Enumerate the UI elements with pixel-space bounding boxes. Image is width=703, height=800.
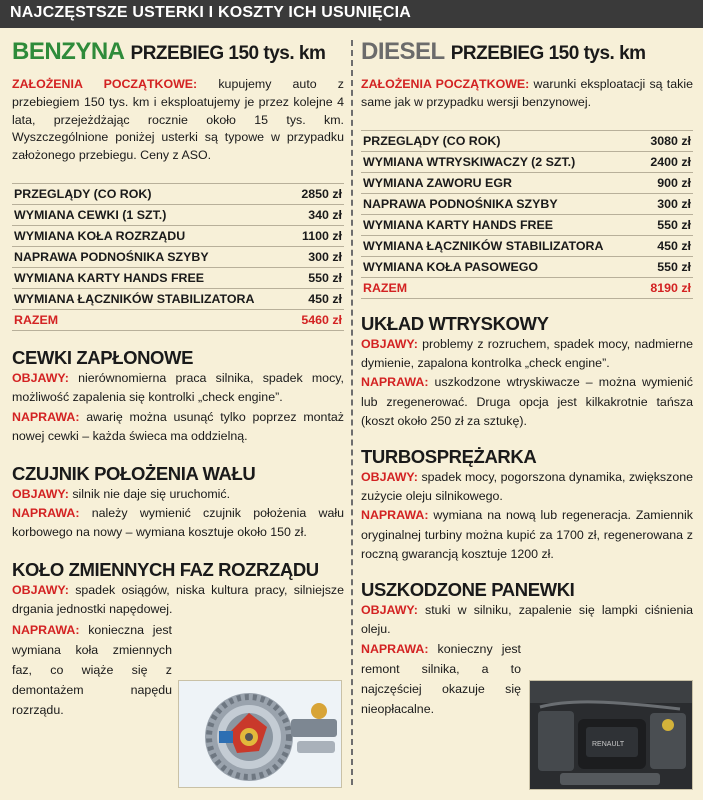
diesel-intro <box>361 76 693 112</box>
cost-price: 340 zł <box>293 204 344 225</box>
total-row <box>361 277 693 298</box>
table-row <box>12 246 344 267</box>
table-row <box>361 193 693 214</box>
table-row <box>12 225 344 246</box>
symptoms-text: problemy z rozruchem, spadek mocy, nadmierne dymienie, zapalona kontrolka „check engine”. <box>361 336 694 370</box>
repair-text: awarię można usunąć tylko poprzez montaż nowej cewki – każda świeca ma oddzielną. <box>12 409 344 444</box>
total-label: RAZEM <box>361 277 642 298</box>
cost-price: 450 zł <box>293 288 344 309</box>
petrol-section-crank-sensor <box>12 463 344 543</box>
repair-label: NAPRAWA: <box>361 642 429 657</box>
table-row <box>12 267 344 288</box>
cost-price: 450 zł <box>642 235 693 256</box>
total-price: 5460 zł <box>293 309 344 330</box>
repair-text: konieczny jest remont silnika, a to najczęściej okazuje się nieopłacalne. <box>361 642 521 717</box>
repair-text: uszkodzone wtryskiwacze – można wymienić lub zregenerować. Druga opcja jest kilkakrotnie tańsza (koszt około 250 zł za sztukę). <box>361 375 693 429</box>
cost-item: WYMIANA KARTY HANDS FREE <box>361 214 642 235</box>
section-symptoms <box>361 601 693 640</box>
total-price: 8190 zł <box>642 277 693 298</box>
section-title: CEWKI ZAPŁONOWE <box>12 346 194 368</box>
cost-item: WYMIANA WTRYSKIWACZY (2 SZT.) <box>361 151 642 172</box>
repair-label: NAPRAWA: <box>361 375 429 390</box>
section-repair <box>361 373 693 431</box>
diesel-cost-table <box>361 130 693 299</box>
cost-price: 2850 zł <box>293 183 344 204</box>
symptoms-text: spadek osiągów, niska kultura pracy, silniejsze drgania jednostki napędowej. <box>12 582 345 617</box>
engine-badge: RENAULT <box>592 741 625 748</box>
symptoms-text: nierównomierna praca silnika, spadek mocy, możliwość zapalenia się kontrolki „check engine”. <box>12 370 344 405</box>
cost-price: 550 zł <box>293 267 344 288</box>
cost-item: NAPRAWA PODNOŚNIKA SZYBY <box>12 246 293 267</box>
cost-item: WYMIANA CEWKI (1 SZT.) <box>12 204 293 225</box>
petrol-intro-label: ZAŁOŻENIA POCZĄTKOWE: <box>12 77 198 91</box>
section-title: KOŁO ZMIENNYCH FAZ ROZRZĄDU <box>12 558 319 580</box>
section-symptoms <box>361 468 693 507</box>
diesel-column <box>361 38 693 719</box>
diesel-heading <box>361 38 693 66</box>
section-repair <box>361 506 693 564</box>
section-symptoms <box>12 581 344 620</box>
section-title: UKŁAD WTRYSKOWY <box>361 312 549 334</box>
petrol-column <box>12 38 344 720</box>
cost-price: 550 zł <box>642 256 693 277</box>
variable-timing-gear-icon <box>178 680 342 788</box>
section-title: CZUJNIK POŁOŻENIA WAŁU <box>12 462 256 484</box>
repair-text: należy wymienić czujnik położenia wału korbowego na nowy – wymiana kosztuje około 150 zł. <box>12 506 344 540</box>
diesel-fuel-label: DIESEL <box>361 38 445 65</box>
symptoms-text: spadek mocy, pogorszona dynamika, zwiększone zużycie oleju silnikowego. <box>361 469 693 504</box>
table-row <box>361 151 693 172</box>
cost-item: WYMIANA ŁĄCZNIKÓW STABILIZATORA <box>361 235 642 256</box>
total-label: RAZEM <box>12 309 293 330</box>
table-row <box>12 288 344 309</box>
banner <box>0 0 703 28</box>
symptoms-label: OBJAWY: <box>12 486 69 501</box>
table-row <box>12 204 344 225</box>
table-row <box>361 172 693 193</box>
petrol-mileage: PRZEBIEG 150 tys. km <box>130 43 326 64</box>
section-repair <box>12 620 172 720</box>
petrol-cost-table <box>12 183 344 331</box>
cost-item: WYMIANA ZAWORU EGR <box>361 172 642 193</box>
diesel-intro-label: ZAŁOŻENIA POCZĄTKOWE: <box>361 77 530 91</box>
cost-item: PRZEGLĄDY (CO ROK) <box>12 183 293 204</box>
section-title: TURBOSPRĘŻARKA <box>361 445 537 467</box>
engine-bay-photo-icon <box>529 680 693 790</box>
table-row <box>12 183 344 204</box>
table-row <box>361 235 693 256</box>
cost-item: WYMIANA KOŁA PASOWEGO <box>361 256 642 277</box>
cost-price: 900 zł <box>642 172 693 193</box>
repair-label: NAPRAWA: <box>12 506 80 521</box>
petrol-intro-text: kupujemy auto z przebiegiem 150 tys. km i eksploatujemy je przez kolejne 4 lata, przejeżdżając rocznie około 15 tys. km. Wyszczególnione poniżej usterki są typowe w przypadku założonego przebiegu. Ceny z ASO. <box>12 77 344 163</box>
table-row <box>361 256 693 277</box>
section-symptoms <box>361 335 693 374</box>
column-divider <box>351 40 353 785</box>
section-repair <box>12 504 344 543</box>
banner-title: NAJCZĘSTSZE USTERKI I KOSZTY ICH USUNIĘCIA <box>10 4 412 21</box>
cost-item: NAPRAWA PODNOŚNIKA SZYBY <box>361 193 642 214</box>
repair-text: konieczna jest wymiana koła zmiennych faz, co wiąże się z demontażem napędu rozrządu. <box>12 622 172 717</box>
total-row <box>12 309 344 330</box>
diesel-intro-text: warunki eksploatacji są takie same jak w przypadku wersji benzynowej. <box>361 77 693 109</box>
petrol-section-ignition-coils <box>12 347 344 447</box>
cost-price: 1100 zł <box>293 225 344 246</box>
repair-text: wymiana na nową lub regeneracja. Zamiennik oryginalnej turbiny można kupić za 1700 zł, regenerowana z roczną gwarancją kosztuje 1200 zł. <box>361 508 693 562</box>
cost-price: 300 zł <box>293 246 344 267</box>
cost-item: PRZEGLĄDY (CO ROK) <box>361 130 642 151</box>
symptoms-label: OBJAWY: <box>361 469 418 484</box>
repair-label: NAPRAWA: <box>12 622 80 637</box>
symptoms-label: OBJAWY: <box>361 336 418 351</box>
section-repair <box>361 639 521 719</box>
cost-item: WYMIANA ŁĄCZNIKÓW STABILIZATORA <box>12 288 293 309</box>
section-repair <box>12 408 344 447</box>
petrol-heading <box>12 38 344 66</box>
cost-price: 2400 zł <box>642 151 693 172</box>
petrol-fuel-label: BENZYNA <box>12 38 125 65</box>
symptoms-label: OBJAWY: <box>361 602 418 617</box>
diesel-mileage: PRZEBIEG 150 tys. km <box>450 43 646 64</box>
petrol-intro <box>12 76 344 165</box>
table-row <box>361 130 693 151</box>
symptoms-label: OBJAWY: <box>12 370 69 385</box>
symptoms-text: silnik nie daje się uruchomić. <box>72 486 231 501</box>
section-title: USZKODZONE PANEWKI <box>361 578 575 600</box>
symptoms-text: stuki w silniku, zapalenie się lampki ciśnienia oleju. <box>361 602 694 637</box>
diesel-section-injection <box>361 313 693 432</box>
cost-price: 300 zł <box>642 193 693 214</box>
cost-item: WYMIANA KOŁA ROZRZĄDU <box>12 225 293 246</box>
repair-label: NAPRAWA: <box>361 508 429 523</box>
section-symptoms <box>12 485 344 504</box>
cost-price: 3080 zł <box>642 130 693 151</box>
repair-label: NAPRAWA: <box>12 409 80 424</box>
cost-price: 550 zł <box>642 214 693 235</box>
table-row <box>361 214 693 235</box>
cost-item: WYMIANA KARTY HANDS FREE <box>12 267 293 288</box>
diesel-section-turbo <box>361 446 693 565</box>
symptoms-label: OBJAWY: <box>12 582 69 597</box>
section-symptoms <box>12 369 344 408</box>
